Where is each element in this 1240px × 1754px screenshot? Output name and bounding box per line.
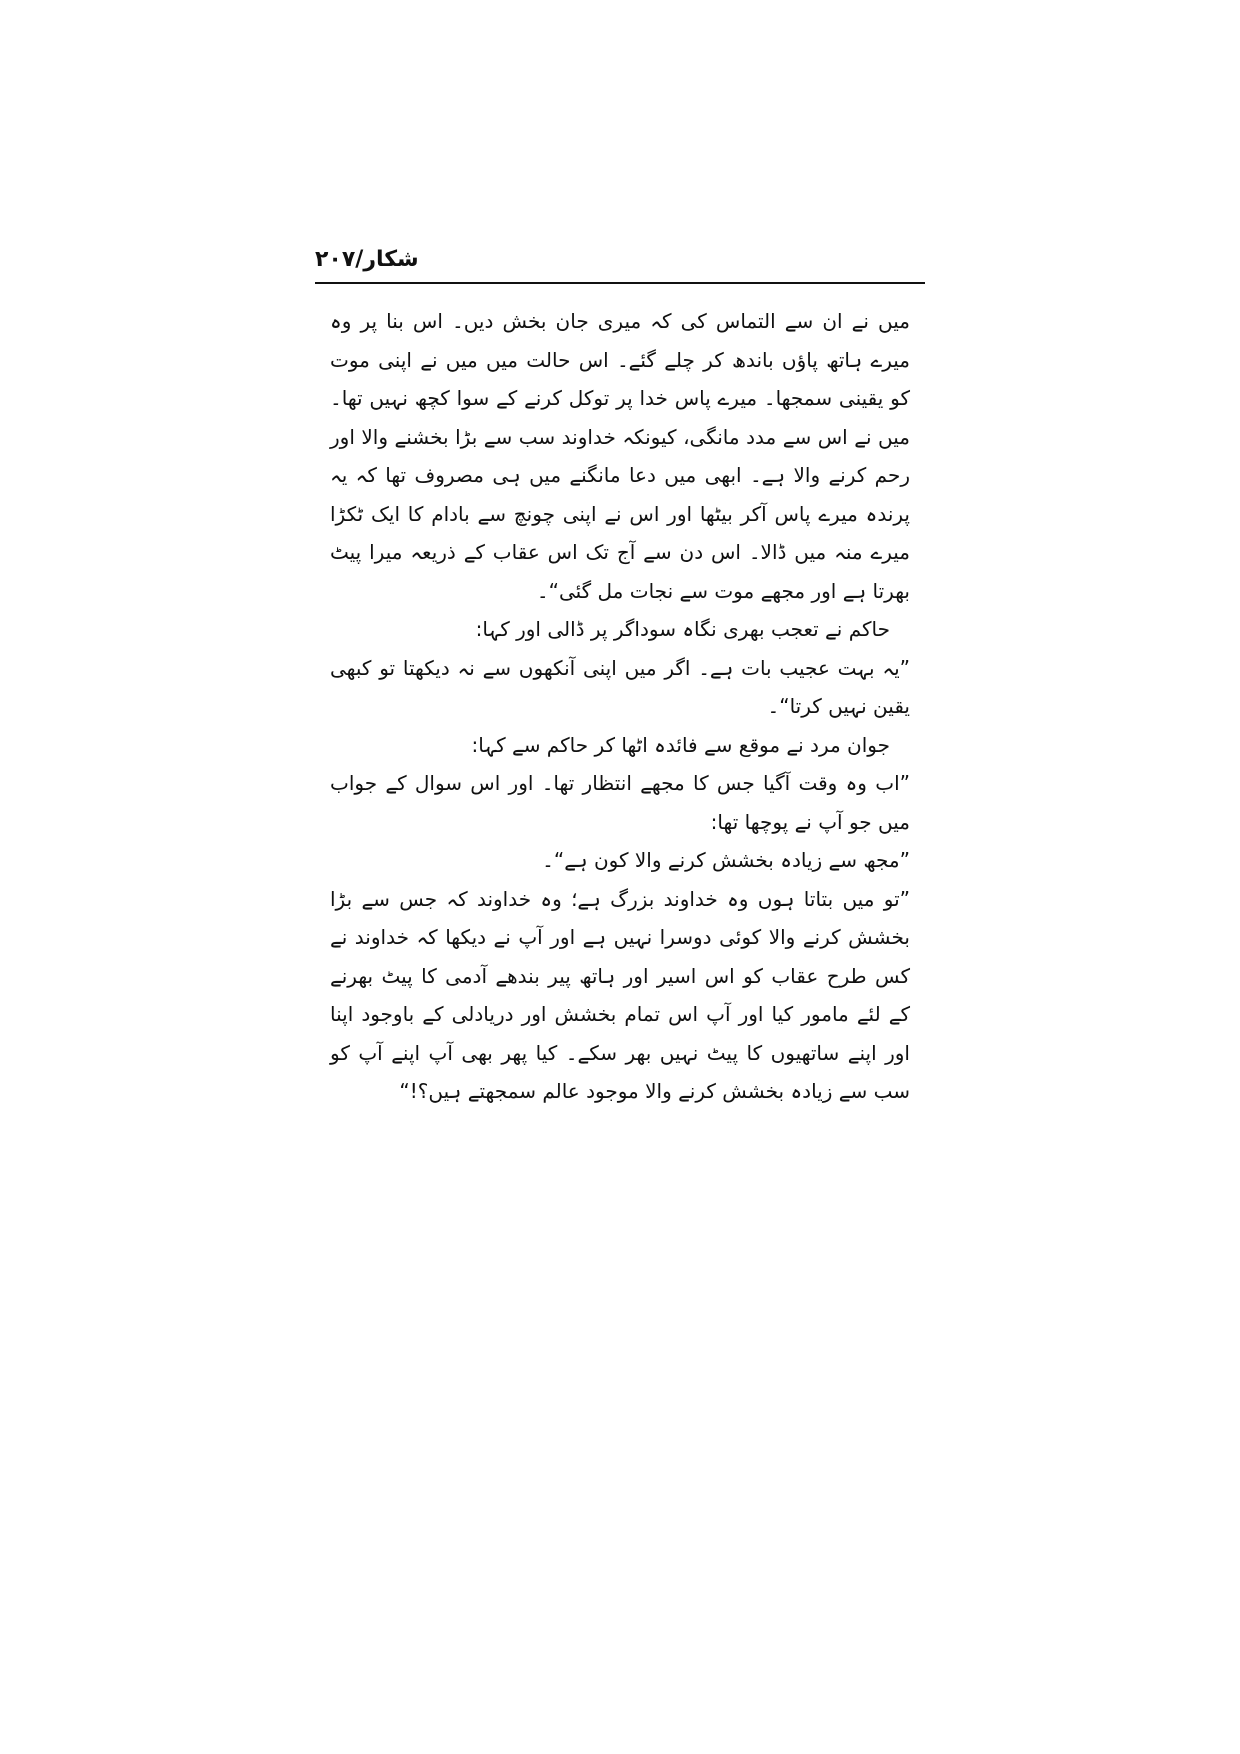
paragraph-young-man-quote: ”اب وہ وقت آگیا جس کا مجھے انتظار تھا۔ اور اس سوال کے جواب میں جو آپ نے پوچھا تھا: [330,771,910,834]
running-head: شکار/۲۰۷ [315,247,419,272]
paragraph-ruler-reaction: حاکم نے تعجب بھری نگاہ سوداگر پر ڈالی اور کہا: [475,617,890,641]
paragraph-question-quote: ”مجھ سے زیادہ بخشش کرنے والا کون ہے“۔ [542,848,910,872]
paragraph-young-man-intro: جوان مرد نے موقع سے فائدہ اٹھا کر حاکم سے کہا: [471,732,890,757]
paragraph-answer-quote: ”تو میں بتاتا ہوں وہ خداوند بزرگ ہے؛ وہ خداوند کہ جس سے بڑا بخشش کرنے والا کوئی دوسرا نہیں ہے اور آپ نے دیکھا کہ خداوند نے کس طرح عقاب کو اس اسیر اور ہاتھ پیر بندھے آدمی کا پیٹ بھرنے کے لئے مامور کیا اور آپ اس تمام بخشش اور دریادلی کے باوجود اپنا اور اپنے ساتھیوں کا پیٹ نہیں بھر سکے۔ کیا پھر بھی آپ اپنے آپ کو سب سے زیادہ بخشش کرنے والا موجود عالم سمجھتے ہیں؟!“ [330,886,910,1103]
header-rule [315,282,925,284]
paragraph-ruler-quote: ”یہ بہت عجیب بات ہے۔ اگر میں اپنی آنکھوں سے نہ دیکھتا تو کبھی یقین نہیں کرتا“۔ [330,655,910,718]
paragraph-narration: میں نے ان سے التماس کی کہ میری جان بخش دیں۔ اس بنا پر وہ میرے ہاتھ پاؤں باندھ کر چلے گئے۔ اس حالت میں میں نے اپنی موت کو یقینی سمجھا۔ میرے پاس خدا پر توکل کرنے کے سوا کچھ نہیں تھا۔ میں نے اس سے مدد مانگی، کیونکہ خداوند سب سے بڑا بخشنے والا اور رحم کرنے والا ہے۔ ابھی میں دعا مانگنے میں ہی مصروف تھا کہ یہ پرندہ میرے پاس آکر بیٹھا اور اس نے اپنی چونچ سے بادام کا ایک ٹکڑا میرے منہ میں ڈالا۔ اس دن سے آج تک اس عقاب کے ذریعہ میرا پیٹ بھرتا ہے اور مجھے موت سے نجات مل گئی“۔ [330,309,910,603]
page-header [315,245,925,285]
body-text [330,302,910,1111]
